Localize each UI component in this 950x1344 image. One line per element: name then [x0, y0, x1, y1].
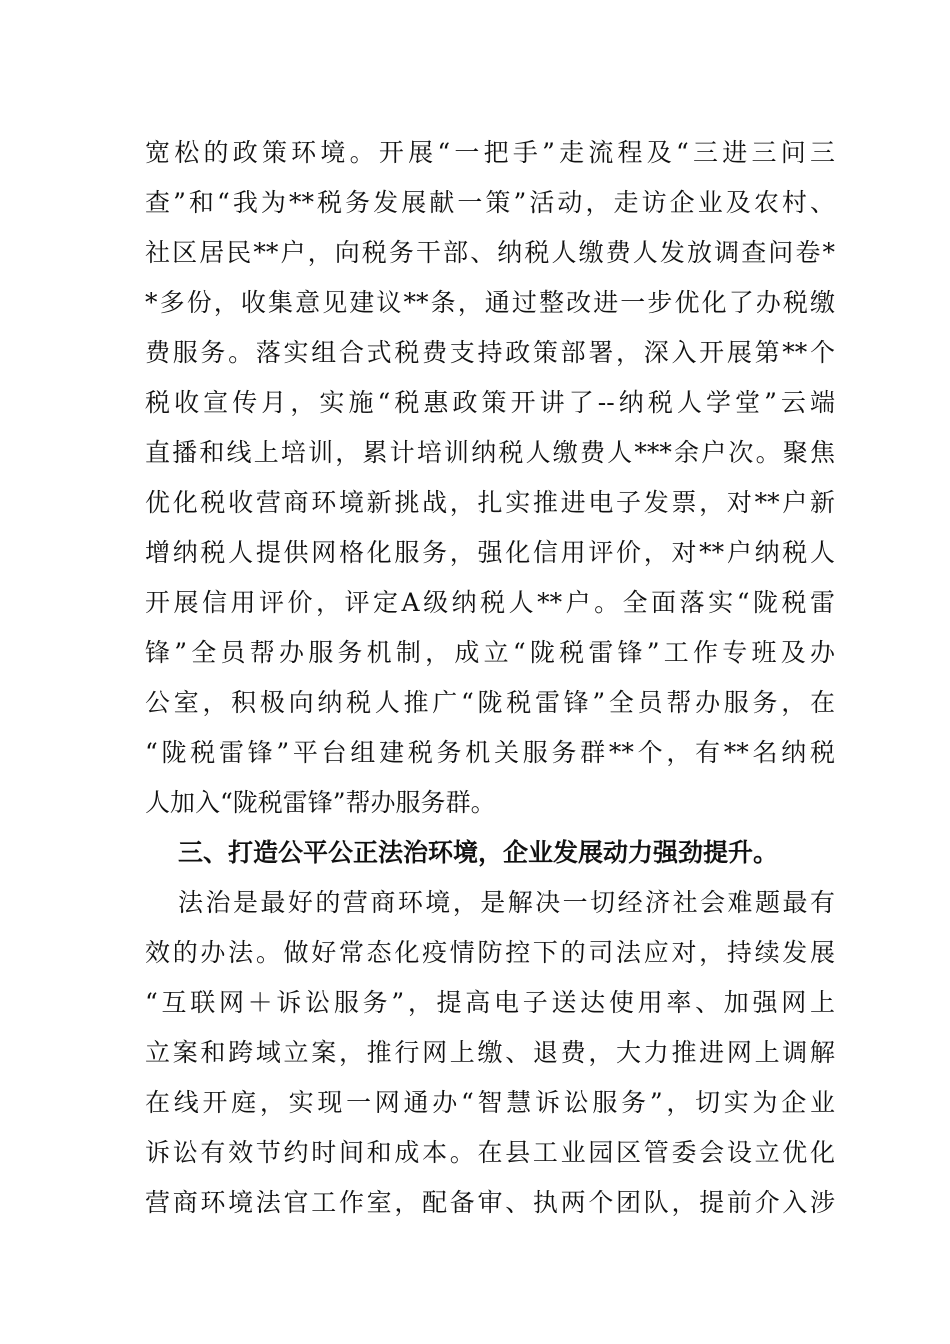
body-text-line: “互联网＋诉讼服务”，提高电子送达使用率、加强网上: [145, 988, 835, 1017]
body-text-line: 直播和线上培训，累计培训纳税人缴费人***余户次。聚焦: [145, 438, 835, 467]
body-text-line: 查”和“我为**税务发展献一策”活动，走访企业及农村、: [145, 188, 835, 217]
body-text-line: 营商环境法官工作室，配备审、执两个团队，提前介入涉: [145, 1188, 835, 1217]
body-text-line: “陇税雷锋”平台组建税务机关服务群**个，有**名纳税: [145, 738, 835, 767]
body-text-line: 费服务。落实组合式税费支持政策部署，深入开展第**个: [145, 338, 835, 367]
body-text-line: 锋”全员帮办服务机制，成立“陇税雷锋”工作专班及办: [145, 638, 835, 667]
body-text-line: 立案和跨域立案，推行网上缴、退费，大力推进网上调解: [145, 1038, 835, 1067]
body-text-line: 公室，积极向纳税人推广“陇税雷锋”全员帮办服务，在: [145, 688, 835, 717]
body-text-line: 宽松的政策环境。开展“一把手”走流程及“三进三问三: [145, 138, 835, 167]
body-text-line: 优化税收营商环境新挑战，扎实推进电子发票，对**户新: [145, 488, 835, 517]
section-heading: 三、打造公平公正法治环境，企业发展动力强劲提升。: [178, 838, 779, 867]
body-text-line: 增纳税人提供网格化服务，强化信用评价，对**户纳税人: [145, 538, 835, 567]
body-text-line: 诉讼有效节约时间和成本。在县工业园区管委会设立优化: [145, 1138, 835, 1167]
body-text-line: 开展信用评价，评定A级纳税人**户。全面落实“陇税雷: [145, 588, 835, 617]
body-text-line: 人加入“陇税雷锋”帮办服务群。: [145, 788, 496, 817]
body-text-line: 法治是最好的营商环境，是解决一切经济社会难题最有: [178, 888, 835, 917]
body-text-line: *多份，收集意见建议**条，通过整改进一步优化了办税缴: [145, 288, 835, 317]
body-text-line: 效的办法。做好常态化疫情防控下的司法应对，持续发展: [145, 938, 835, 967]
body-text-line: 税收宣传月，实施“税惠政策开讲了--纳税人学堂”云端: [145, 388, 835, 417]
body-text-line: 在线开庭，实现一网通办“智慧诉讼服务”，切实为企业: [145, 1088, 835, 1117]
body-text-line: 社区居民**户，向税务干部、纳税人缴费人发放调查问卷*: [145, 238, 835, 267]
